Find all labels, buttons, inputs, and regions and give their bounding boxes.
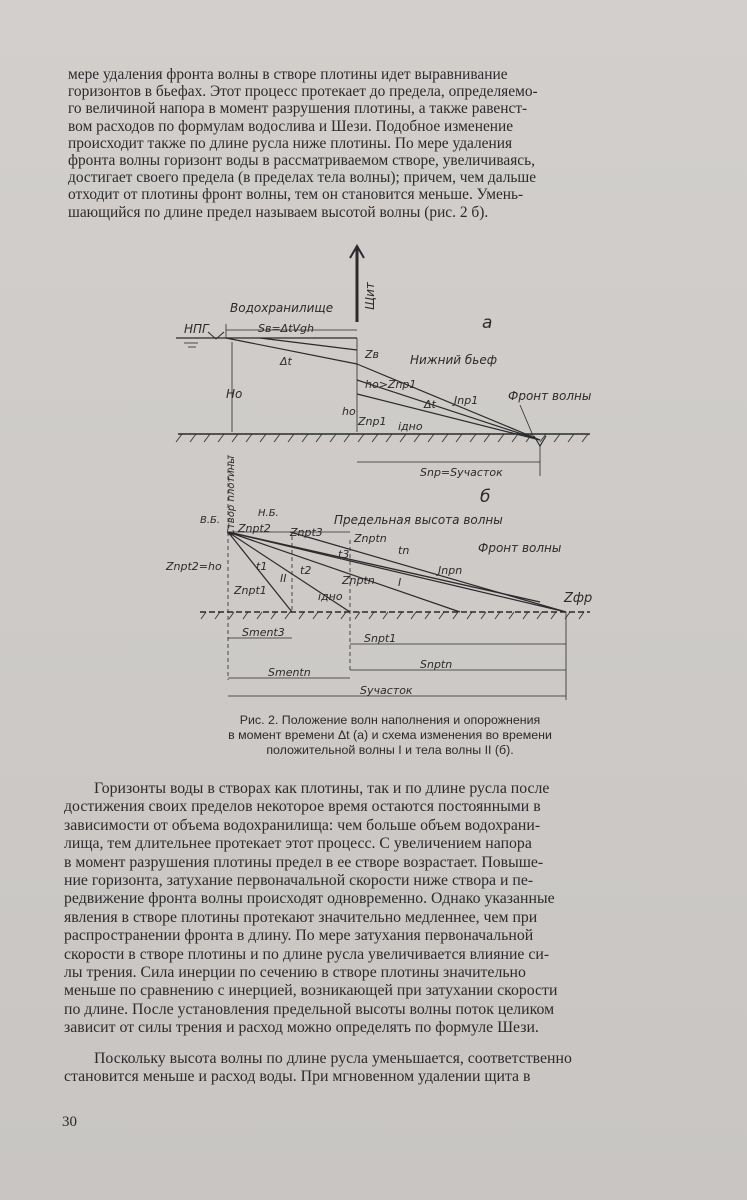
smen3-label: Sment3	[242, 626, 285, 639]
zfr-label: Zфр	[564, 591, 593, 606]
figure-diagram	[0, 240, 747, 710]
znpt1-label: Znpt1	[234, 584, 267, 597]
dt-label: Δt	[280, 355, 292, 368]
text-line: отходит от плотины фронт волны, тем он становится меньше. Умень-	[68, 186, 524, 204]
text-line: фронта волны горизонт воды в рассматриваемом створе, увеличиваясь,	[68, 152, 536, 170]
znptn-top-label: Znptn	[354, 532, 387, 545]
tailwater-label: Нижний бьеф	[410, 353, 498, 367]
text-line: зависимости от объема водохранилища: чем больше объем водохрани-	[64, 816, 541, 834]
text-line: горизонтов в бьефах. Этот процесс протекает до предела, определяемо-	[68, 83, 538, 101]
t1-label: t1	[256, 560, 268, 573]
caption-line: Рис. 2. Положение волн наполнения и опорожнения	[239, 713, 541, 727]
text-line: го величиной напора в момент разрушения плотины, а также равенст-	[68, 100, 528, 118]
panel-b	[165, 455, 592, 700]
caption-line: положительной волны I и тела волны II (б).	[266, 743, 514, 757]
paragraph-middle	[64, 780, 696, 1038]
znpt2-label: Znpt2	[238, 522, 271, 535]
front-label-a: Фронт волны	[508, 389, 592, 403]
znpt3-label: Znpt3	[290, 526, 323, 539]
text-line: мере удаления фронта волны в створе плотины идет выравнивание	[68, 66, 508, 83]
h0-small-label: ho	[342, 405, 356, 418]
caption-line: в момент времени Δt (а) и схема изменения во времени	[228, 728, 552, 742]
panel-a-letter: а	[482, 313, 493, 333]
text-line: явления в створе плотины протекают значительно медленнее, чем при	[64, 908, 538, 926]
text-line: в момент разрушения плотины предел в ее створе возрастает. Повыше-	[64, 853, 544, 871]
text-line: Горизонты воды в створах как плотины, так и по длине русла после	[94, 780, 550, 797]
paragraph-bottom	[64, 1050, 696, 1087]
text-line: по длине. После установления предельной высоты волны поток целиком	[64, 1000, 555, 1018]
text-line: вом расходов по формулам водослива и Шези. Подобное изменение	[68, 117, 514, 135]
reservoir-label: Водохранилище	[230, 301, 334, 315]
ii-label: II	[280, 572, 287, 585]
text-line: зависит от силы трения и расход можно определять по формуле Шези.	[64, 1019, 539, 1037]
text-line: ние горизонта, затухание первоначальной скорости ниже створа и пе-	[64, 872, 534, 890]
t3-label: t3	[338, 548, 350, 561]
h0z-label: ho>Znp1	[365, 378, 417, 391]
text-line: распространении фронта в длину. По мере затухания первоначальной	[64, 927, 534, 945]
sv-label: Sв=ΔtVgh	[258, 322, 314, 335]
limit-label: Предельная высота волны	[334, 513, 503, 527]
text-line: шающийся по длине предел называем высотой волны (рис. 2 б).	[68, 203, 489, 221]
inp1-label: Jnp1	[454, 394, 479, 407]
paragraph-top	[68, 66, 688, 221]
text-line: редвижение фронта волны происходят одновременно. Однако указанные	[64, 890, 555, 908]
text-line: становится меньше и расход воды. При мгновенном удалении щита в	[64, 1068, 531, 1086]
npg-label: НПГ	[184, 322, 209, 336]
dt2-label: Δt	[424, 398, 436, 411]
text-line: достижения своих пределов некоторое время остаются постоянными в	[64, 798, 541, 816]
text-line: лы трения. Сила инерции по сечению в створе плотины значительно	[64, 964, 526, 982]
tn-label: tn	[398, 544, 410, 557]
text-line: меньше по сравнению с инерцией, возникающей при затухании скорости	[64, 982, 558, 1000]
znptn-mid-label: Znptn	[342, 574, 375, 587]
front-label-b: Фронт волны	[478, 541, 562, 555]
snp1-label: Snpt1	[364, 632, 397, 645]
text-line: Поскольку высота волны по длине русла уменьшается, соответственно	[94, 1050, 572, 1067]
panel-a	[176, 246, 591, 479]
znp1-label: Znp1	[358, 415, 387, 428]
smenn-label: Smentn	[268, 666, 311, 679]
vb-label: В.Б.	[200, 515, 221, 526]
text-line: скорости в створе плотины и по длине русла увеличивается влияние си-	[64, 945, 550, 963]
idno-label-a: iдно	[398, 420, 423, 433]
idno-label-b: iдно	[318, 590, 343, 603]
h0-label: Ho	[226, 387, 243, 401]
text-line: достигает своего предела (в пределах тела волны); причем, чем дальше	[68, 169, 537, 187]
inpn-label: Jnpn	[438, 564, 463, 577]
snp-label: Snp=Sучасток	[420, 466, 503, 479]
text-line: происходит также по длине русла ниже плотины. По мере удаления	[68, 134, 513, 152]
shield-label: Щит	[363, 282, 377, 310]
i-label: I	[398, 576, 402, 589]
nb-label: Н.Б.	[258, 508, 279, 519]
left-label: Znpt2=ho	[166, 560, 222, 573]
panel-b-letter: б	[480, 487, 491, 507]
sucastok-label: Sучасток	[360, 684, 413, 697]
figure-caption	[150, 713, 630, 758]
page-number: 30	[62, 1114, 77, 1130]
t2-label: t2	[300, 564, 312, 577]
snpn-label: Snptn	[420, 658, 453, 671]
dam-line-label: Створ плотины	[226, 455, 237, 536]
text-line: лища, тем длительнее протекает этот процесс. С увеличением напора	[64, 835, 532, 853]
zv-label: Zв	[365, 348, 380, 361]
